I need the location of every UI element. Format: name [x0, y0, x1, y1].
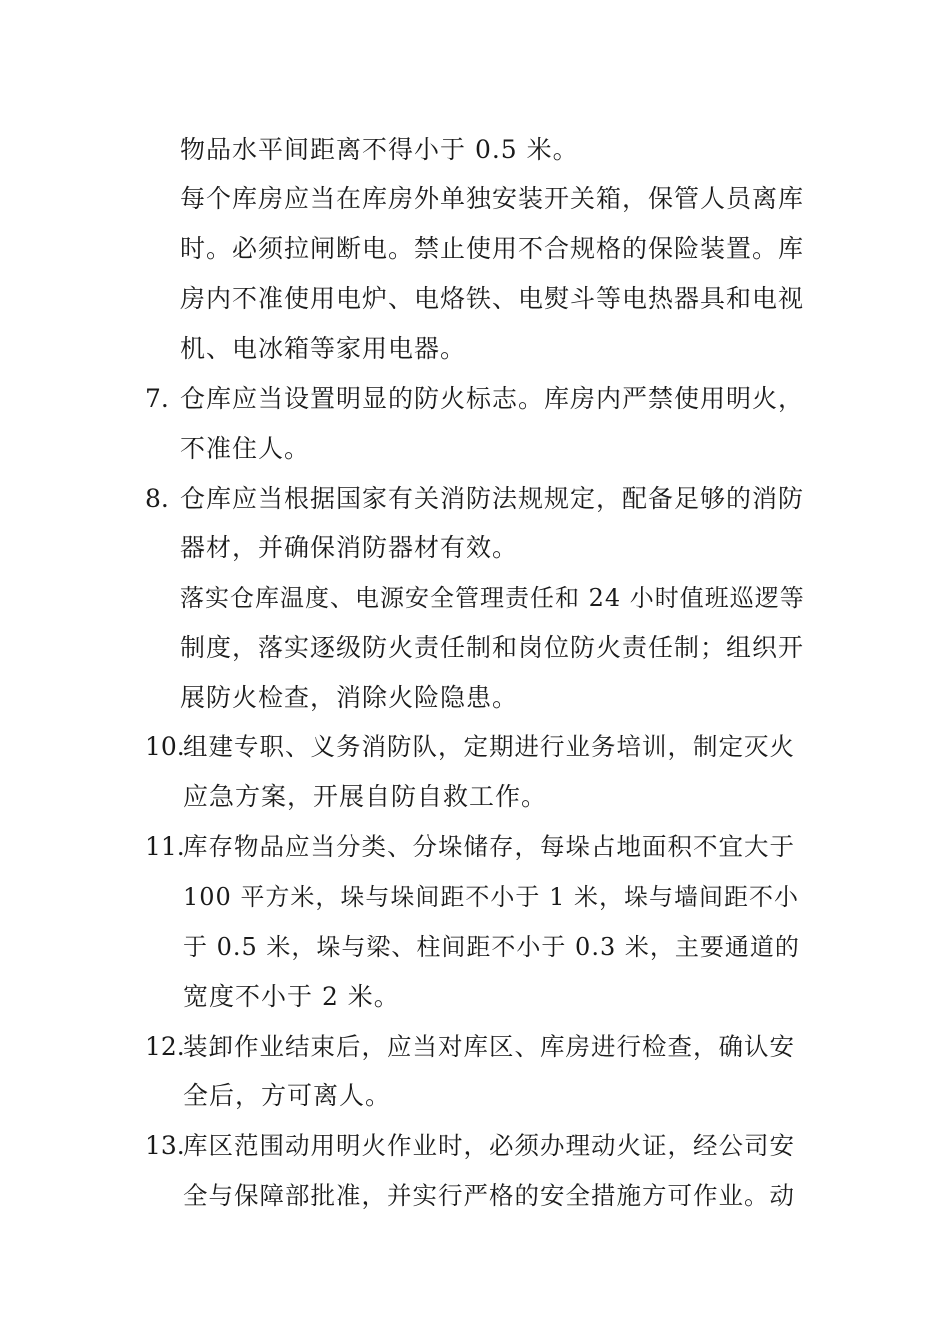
text-line: 不准住人。	[180, 434, 311, 463]
text-line: 落实仓库温度、电源安全管理责任和 24 小时值班巡逻等	[180, 584, 805, 612]
text-line: 应急方案，开展自防自救工作。	[183, 782, 548, 811]
text-line: 库存物品应当分类、分垛储存，每垛占地面积不宜大于	[183, 832, 795, 861]
list-item-number: 8.	[145, 484, 169, 513]
text-line: 于 0.5 米，垛与梁、柱间距不小于 0.3 米，主要通道的	[183, 933, 800, 961]
text-line: 仓库应当根据国家有关消防法规规定，配备足够的消防	[180, 484, 805, 513]
list-item-number: 12.	[145, 1032, 185, 1061]
list-item-number: 7.	[145, 384, 169, 413]
list-item-number: 10.	[145, 732, 185, 761]
text-line: 物品水平间距离不得小于 0.5 米。	[180, 135, 579, 164]
text-line: 全后，方可离人。	[183, 1081, 392, 1110]
text-line: 时。必须拉闸断电。禁止使用不合规格的保险装置。库	[180, 234, 805, 263]
text-line: 机、电冰箱等家用电器。	[180, 334, 467, 363]
text-line: 宽度不小于 2 米。	[183, 982, 400, 1011]
text-line: 库区范围动用明火作业时，必须办理动火证，经公司安	[183, 1131, 795, 1160]
text-line: 装卸作业结束后，应当对库区、库房进行检查，确认安	[183, 1032, 795, 1061]
text-line: 100 平方米，垛与垛间距不小于 1 米，垛与墙间距不小	[183, 883, 799, 911]
text-line: 全与保障部批准，并实行严格的安全措施方可作业。动	[183, 1181, 795, 1210]
text-line: 仓库应当设置明显的防火标志。库房内严禁使用明火，	[180, 384, 805, 413]
text-line: 制度，落实逐级防火责任制和岗位防火责任制；组织开	[180, 633, 805, 662]
text-line: 每个库房应当在库房外单独安装开关箱，保管人员离库	[180, 184, 805, 213]
text-line: 组建专职、义务消防队，定期进行业务培训，制定灭火	[183, 732, 795, 761]
list-item-number: 11.	[145, 832, 185, 861]
list-item-number: 13.	[145, 1131, 185, 1160]
text-line: 房内不准使用电炉、电烙铁、电熨斗等电热器具和电视	[180, 284, 805, 313]
text-line: 器材，并确保消防器材有效。	[180, 533, 519, 562]
text-line: 展防火检查，消除火险隐患。	[180, 683, 519, 712]
